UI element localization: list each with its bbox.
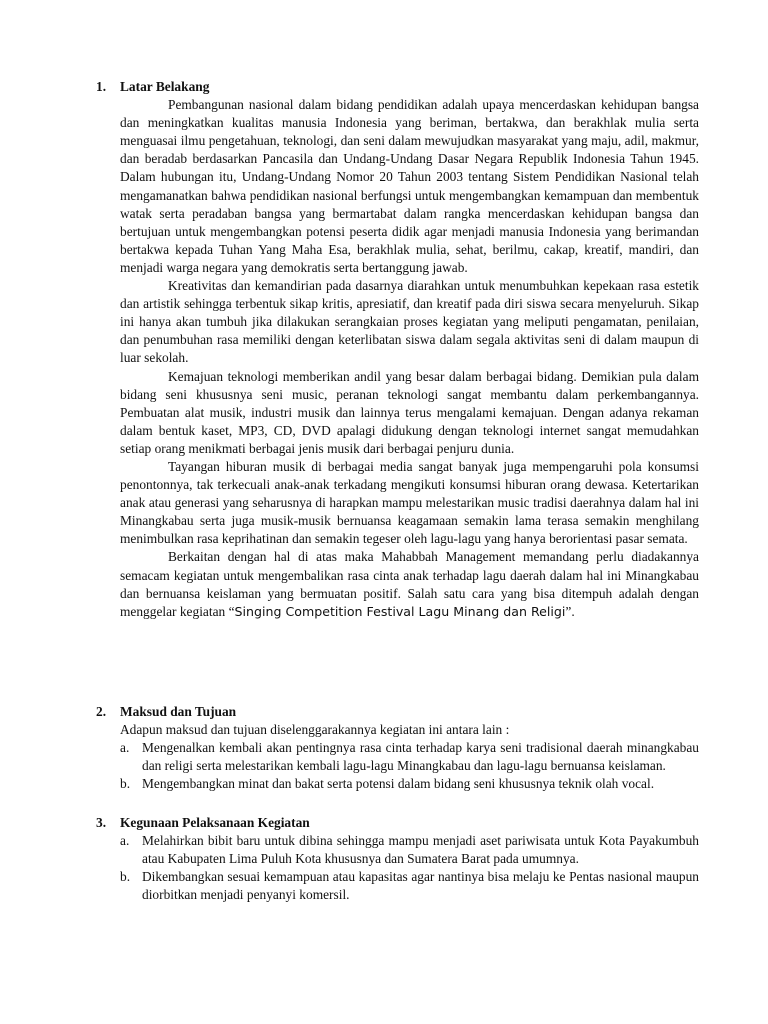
section-title: Latar Belakang <box>120 79 210 94</box>
list-marker: b. <box>120 869 131 885</box>
list-marker: a. <box>120 833 130 849</box>
list-item-text: Mengembangkan minat dan bakat serta potensi dalam bidang seni khususnya teknik olah vocal. <box>142 776 655 792</box>
list-marker: b. <box>120 776 131 792</box>
section-heading <box>96 703 699 721</box>
paragraph-text: Berkaitan dengan hal di atas maka Mahabbah Management memandang perlu diadakannya semacam kegiatan untuk mengembalikan rasa cinta anak terhadap lagu daerah dalam hal ini Minangkabau dan bernuansa keislaman yang bermuatan positif. Salah satu cara yang bisa ditempuh adalah dengan menggelar kegiatan “ <box>120 549 699 619</box>
paragraph: Kemajuan teknologi memberikan andil yang besar dalam berbagai bidang. Demikian pula dalam bidang seni khususnya seni music, peranan teknologi sangat membantu dalam perkembangannya. Pembuatan alat musik, industri musik dan lainnya terus mengalami kemajuan. Dengan adanya rekaman dalam bentuk kaset, MP3, CD, DVD apalagi didukung dengan teknologi internet sangat memudahkan setiap orang menikmati berbagai jenis musik dari berbagai penjuru dunia. <box>120 368 699 456</box>
section-body <box>120 832 699 904</box>
section-intro: Adapun maksud dan tujuan diselenggarakannya kegiatan ini antara lain : <box>120 722 510 738</box>
paragraph-closing-quote: ”. <box>565 603 575 619</box>
paragraph-closing <box>120 548 699 620</box>
list-item <box>120 739 699 775</box>
list-item-text: Dikembangkan sesuai kemampuan atau kapasitas agar nantinya bisa melaju ke Pentas nasional maupun diorbitkan menjadi penyanyi komersil. <box>142 869 699 903</box>
list-item <box>120 775 699 793</box>
section-number: 1. <box>96 79 107 94</box>
paragraph: Kreativitas dan kemandirian pada dasarnya diarahkan untuk menumbuhkan kepekaan rasa estetik dan artistik sehingga terbentuk sikap kritis, apresiatif, dan kreatif pada diri siswa secara menyeluruh. Sikap ini hanya akan tumbuh jika dilakukan serangkaian proses kegiatan yang meliputi pengamatan, penilaian, dan penumbuhan rasa memiliki dengan keterlibatan siswa dalam segala aktivitas seni di dalam maupun di luar sekolah. <box>120 278 699 366</box>
section-title: Kegunaan Pelaksanaan Kegiatan <box>120 815 310 830</box>
section-heading <box>96 814 699 832</box>
list-item-text: Mengenalkan kembali akan pentingnya rasa cinta terhadap karya seni tradisional daerah minangkabau dan religi serta melestarikan kembali lagu-lagu Minangkabau dan lagu-lagu bernuansa keislaman. <box>142 740 699 774</box>
section-latar-belakang <box>96 78 699 621</box>
section-maksud-tujuan <box>96 703 699 793</box>
list-item-text: Melahirkan bibit baru untuk dibina sehingga mampu menjadi aset pariwisata untuk Kota Payakumbuh atau Kabupaten Lima Puluh Kota khususnya dan Sumatera Barat pada umumnya. <box>142 833 699 867</box>
section-heading <box>96 78 699 96</box>
paragraph: Pembangunan nasional dalam bidang pendidikan adalah upaya mencerdaskan kehidupan bangsa dan meningkatkan kualitas manusia Indonesia yang beriman, bertakwa, dan berakhlak mulia serta menguasai ilmu pengetahuan, teknologi, dan seni dalam mewujudkan masyarakat yang maju, adil, makmur, dan beradab berdasarkan Pancasila dan Undang-Undang Dasar Negara Republik Indonesia Tahun 1945. Dalam hubungan itu, Undang-Undang Nomor 20 Tahun 2003 tentang Sistem Pendidikan Nasional telah mengamanatkan bahwa pendidikan nasional berfungsi untuk mengembangkan kemampuan dan membentuk watak serta peradaban bangsa yang bermartabat dalam rangka mencerdaskan kehidupan bangsa dan bertujuan untuk mengembangkan potensi peserta didik agar menjadi manusia Indonesia yang berimandan bertakwa kepada Tuhan Yang Maha Esa, berakhlak mulia, sehat, berilmu, cakap, kreatif, mandiri, dan menjadi warga negara yang demokratis serta bertanggung jawab. <box>120 97 699 275</box>
section-number: 2. <box>96 704 107 719</box>
section-title: Maksud dan Tujuan <box>120 704 237 719</box>
event-name: Singing Competition Festival Lagu Minang dan Religi <box>234 603 566 619</box>
list-marker: a. <box>120 740 130 756</box>
paragraph: Tayangan hiburan musik di berbagai media sangat banyak juga mempengaruhi pola konsumsi penontonnya, tak terkecuali anak-anak terkadang mengikuti konsumsi hiburan orang dewasa. Ketertarikan anak atau generasi yang seharusnya di harapkan mampu melestarikan music tradisi daerahnya dalam hal ini Minangkabau serta juga musik-musik bernuansa keagamaan semakin lama terasa semakin menghilang menimbulkan rasa keprihatinan dan semakin tegeser oleh lagu-lagu yang hanya berorientasi pasar semata. <box>120 458 699 547</box>
list-item <box>120 868 699 904</box>
section-body <box>120 721 699 793</box>
section-number: 3. <box>96 815 107 830</box>
list-item <box>120 832 699 868</box>
section-kegunaan <box>96 814 699 904</box>
section-body <box>120 96 699 621</box>
